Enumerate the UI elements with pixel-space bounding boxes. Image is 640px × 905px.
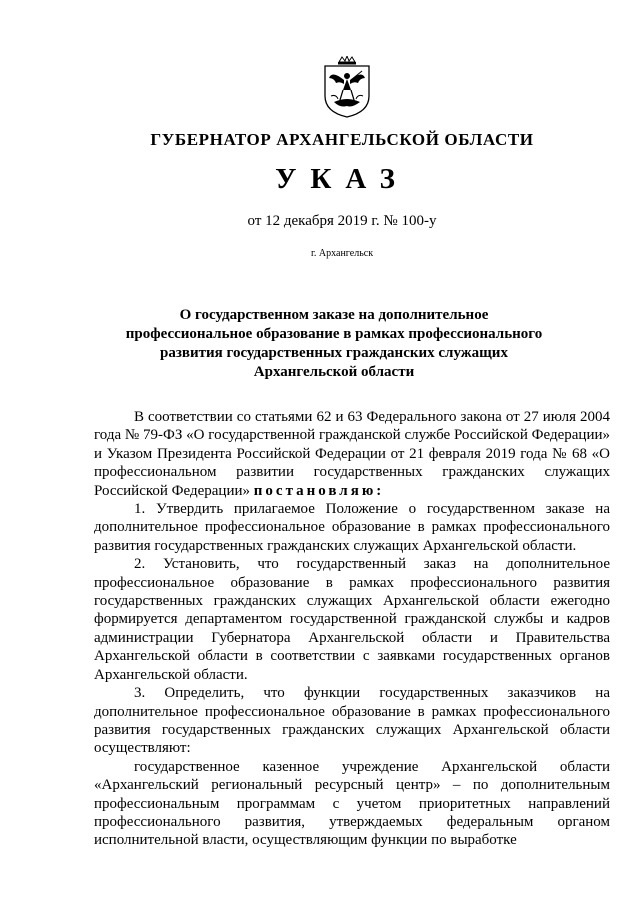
- preamble-text: В соответствии со статьями 62 и 63 Федерального закона от 27 июля 2004 года № 79-ФЗ «О государственной гражданской службе Российской Федерации» и Указом Президента Российской Федерации от 21 февраля 2019 года № 68 «О профессиональном развитии государственных гражданских служащих Российской Федерации»: [94, 409, 610, 499]
- document-place: г. Архангельск: [310, 248, 374, 259]
- item-2-paragraph: 2. Установить, что государственный заказ на дополнительное профессиональное образование в рамках профессионального развития государственных гражданских служащих Архангельской области ежегодно формируется департаментом государственной гражданской службы и кадров администрации Губернатора Архангельской области и Правительства Архангельской области в соответствии с заявками государственных органов Архангельской области.: [94, 556, 610, 683]
- preamble-paragraph: [94, 408, 610, 500]
- item-1-paragraph: 1. Утвердить прилагаемое Положение о государственном заказе на дополнительное профессиональное образование в рамках профессионального развития государственных гражданских служащих Архангельской области.: [94, 501, 610, 554]
- item-3-paragraph: 3. Определить, что функции государственных заказчиков на дополнительное профессиональное образование в рамках профессионального развития государственных гражданских служащих Архангельской области осуществляют:: [94, 685, 610, 757]
- document-body: [94, 408, 610, 850]
- document-date-number: от 12 декабря 2019 г. № 100-у: [247, 213, 437, 229]
- document-type: УКАЗ: [275, 163, 409, 195]
- issuing-authority: ГУБЕРНАТОР АРХАНГЕЛЬСКОЙ ОБЛАСТИ: [150, 130, 534, 149]
- decree-word: постановляю:: [253, 482, 385, 499]
- coat-of-arms-icon: [322, 56, 372, 118]
- document-title: О государственном заказе на дополнительное профессиональное образование в рамках профессионального развития государственных гражданских служащих Архангельской области: [125, 307, 543, 380]
- item-3-subparagraph: государственное казенное учреждение Архангельской области «Архангельский региональный ресурсный центр» – по дополнительным профессиональным программам с учетом приоритетных направлений профессионального развития, утверждаемых федеральным органом исполнительной власти, осуществляющим функции по выработке: [94, 758, 610, 849]
